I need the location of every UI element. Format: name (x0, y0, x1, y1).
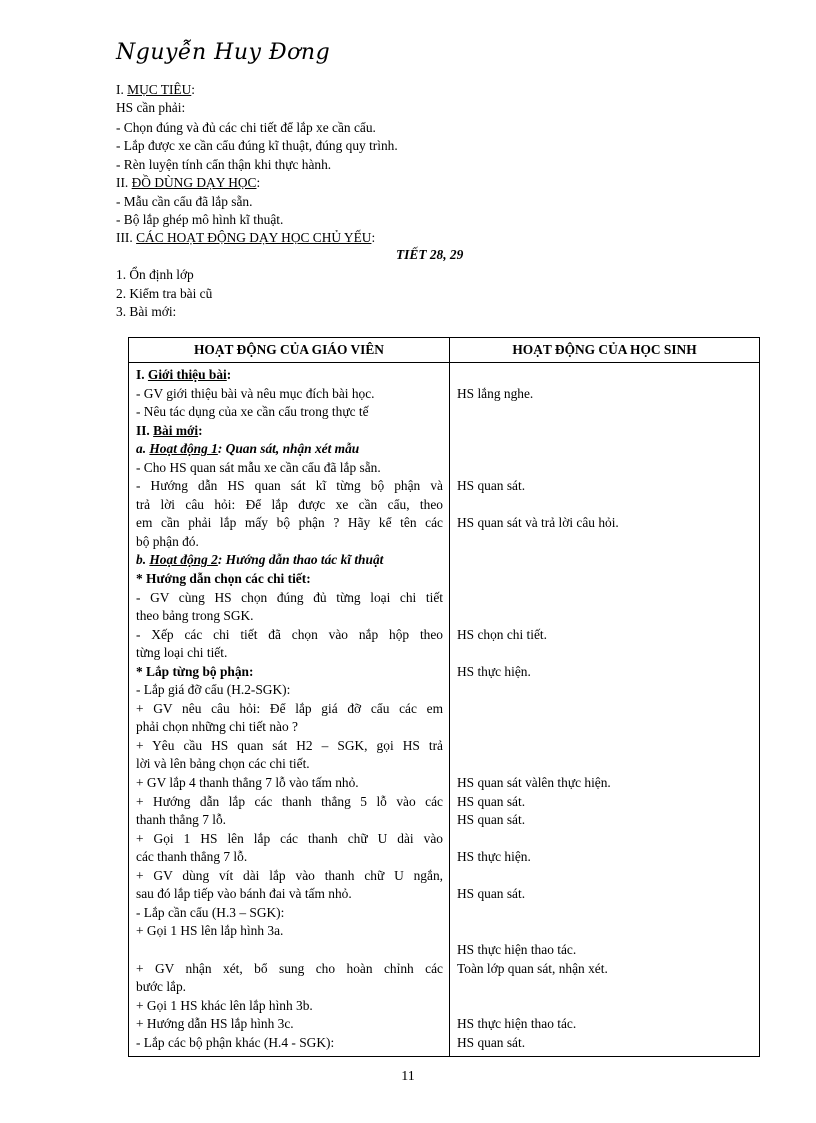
student-line-blank (457, 459, 753, 478)
teacher-line: sau đó lắp tiếp vào bánh đai và tấm nhỏ. (136, 886, 352, 902)
text-segment: II. (116, 175, 129, 190)
student-line-blank (457, 589, 753, 608)
teacher-line: + GV nêu câu hỏi: Để lắp giá đỡ cẩu các em (136, 700, 443, 716)
student-line-blank (457, 978, 753, 997)
student-line: HS quan sát vàlên thực hiện. (457, 775, 611, 791)
text-segment: Hoạt động 2 (149, 552, 218, 568)
student-line: HS lắng nghe. (457, 385, 534, 401)
teacher-line: theo bảng trong SGK. (136, 608, 254, 624)
text-segment: a. (136, 441, 150, 457)
section-objectives-heading (116, 81, 195, 99)
text-segment: Hoạt động 1 (149, 441, 218, 457)
text-segment: II. (136, 422, 154, 438)
text-segment: I. (116, 82, 124, 97)
teacher-line: bộ phận đó. (136, 533, 199, 549)
teacher-line: - Nêu tác dụng của xe cần cẩu trong thực tế (136, 404, 369, 420)
teacher-line: I. Giới thiệu bài: (136, 367, 232, 382)
step-item: 2. Kiểm tra bài cũ (116, 286, 213, 301)
step-item: 3. Bài mới: (116, 304, 177, 319)
student-line-blank (457, 830, 753, 849)
teacher-line: - Xếp các chi tiết đã chọn vào nắp hộp theo (136, 626, 443, 642)
student-line: HS thực hiện. (457, 849, 531, 865)
student-line-blank (457, 700, 753, 719)
student-line: HS quan sát. (457, 478, 526, 494)
author-signature: Nguyễn Huy Đơng (116, 40, 331, 65)
step-item: 1. Ổn định lớp (116, 267, 194, 282)
teacher-line: - Cho HS quan sát mẫu xe cần cẩu đã lắp sẵn. (136, 459, 381, 475)
student-line: HS quan sát. (457, 812, 526, 828)
text-segment: Giới thiệu bài (147, 367, 227, 382)
objective-item: - Lắp được xe cần cẩu đúng kĩ thuật, đúng quy trình. (116, 138, 398, 153)
teacher-line: + GV dùng vít dài lắp vào thanh chữ U ngắn, (136, 867, 443, 883)
student-line-blank (457, 366, 753, 385)
teacher-line: - Hướng dẫn HS quan sát kĩ từng bộ phận và (136, 478, 443, 494)
lesson-number: TIẾT 28, 29 (396, 247, 464, 262)
objective-item: - Chọn đúng và đủ các chi tiết để lắp xe cần cẩu. (116, 120, 376, 135)
text-segment: : (191, 82, 196, 97)
section-activities-heading (116, 229, 375, 247)
student-line: HS chọn chi tiết. (457, 626, 548, 642)
student-activities-cell (450, 363, 760, 1057)
teacher-line: - Lắp giá đỡ cẩu (H.2-SGK): (136, 682, 291, 698)
text-segment: : Quan sát, nhận xét mẫu (217, 441, 360, 457)
student-line-blank (457, 904, 753, 923)
student-line-blank (457, 533, 753, 552)
student-line-blank (457, 681, 753, 700)
teacher-line: + Gọi 1 HS lên lắp hình 3a. (136, 923, 284, 939)
teacher-line (136, 551, 443, 570)
teacher-line: + Gọi 1 HS lên lắp các thanh chữ U dài vào (136, 830, 443, 846)
text-segment: I. (136, 367, 148, 382)
teacher-line: * Hướng dẫn chọn các chi tiết: (136, 571, 311, 587)
material-item: - Bộ lắp ghép mô hình kĩ thuật. (116, 212, 284, 227)
student-line-blank (457, 997, 753, 1016)
teacher-line: - Lắp cần cẩu (H.3 – SGK): (136, 904, 285, 920)
student-line-blank (457, 422, 753, 441)
text-segment: CÁC HOẠT ĐỘNG DẠY HỌC CHỦ YẾU (136, 230, 372, 245)
student-line: Toàn lớp quan sát, nhận xét. (457, 960, 608, 976)
teacher-line: em cần phải lắp mấy bộ phận ? Hãy kể tên các (136, 515, 443, 531)
teacher-line-blank (136, 941, 443, 960)
text-segment: ĐỒ DÙNG DẠY HỌC (131, 175, 257, 190)
teacher-line: * Lắp từng bộ phận: (136, 663, 254, 679)
teacher-line: - GV cùng HS chọn đúng đủ từng loại chi tiết (136, 589, 443, 605)
student-line: HS quan sát. (457, 1034, 526, 1050)
student-line: HS thực hiện thao tác. (457, 1016, 577, 1032)
teacher-line: + Yêu cầu HS quan sát H2 – SGK, gọi HS trả (136, 737, 443, 753)
teacher-line: bước lắp. (136, 979, 187, 995)
student-line-blank (457, 496, 753, 515)
text-segment: Bài mới (153, 422, 199, 438)
teacher-line: các thanh thẳng 7 lỗ. (136, 849, 248, 865)
material-item: - Mẫu cần cẩu đã lắp sẵn. (116, 194, 253, 209)
activities-table (128, 337, 760, 1057)
student-line-blank (457, 403, 753, 422)
teacher-line: + Gọi 1 HS khác lên lắp hình 3b. (136, 997, 313, 1013)
page-number: 11 (401, 1069, 415, 1084)
teacher-line: phải chọn những chi tiết nào ? (136, 719, 298, 735)
student-line-blank (457, 922, 753, 941)
objective-item: - Rèn luyện tính cẩn thận khi thực hành. (116, 157, 332, 172)
teacher-line: thanh thẳng 7 lỗ. (136, 812, 227, 828)
teacher-line: + Hướng dẫn lắp các thanh thẳng 5 lỗ vào các (136, 793, 443, 809)
teacher-activities-cell (129, 363, 450, 1057)
text-segment: : (371, 230, 376, 245)
student-line: HS quan sát. (457, 793, 526, 809)
student-line-blank (457, 570, 753, 589)
text-segment: : (256, 175, 261, 190)
section-materials-heading (116, 174, 260, 192)
teacher-line (136, 440, 443, 459)
teacher-line: - GV giới thiệu bài và nêu mục đích bài học. (136, 385, 375, 401)
objectives-intro: HS cần phải: (116, 100, 186, 115)
teacher-column-header: HOẠT ĐỘNG CỦA GIÁO VIÊN (129, 338, 450, 363)
student-line-blank (457, 644, 753, 663)
student-column-header: HOẠT ĐỘNG CỦA HỌC SINH (450, 338, 760, 363)
text-segment: b. (136, 552, 150, 568)
student-line-blank (457, 440, 753, 459)
student-line-blank (457, 607, 753, 626)
student-line: HS quan sát và trả lời câu hỏi. (457, 515, 619, 531)
text-segment: : Hướng dẫn thao tác kĩ thuật (217, 552, 384, 568)
student-line: HS thực hiện. (457, 663, 531, 679)
student-line-blank (457, 718, 753, 737)
teacher-line: + GV nhận xét, bổ sung cho hoàn chỉnh các (136, 960, 443, 976)
student-line: HS quan sát. (457, 886, 526, 902)
student-line-blank (457, 755, 753, 774)
student-line-blank (457, 737, 753, 756)
teacher-line: từng loại chi tiết. (136, 645, 228, 661)
teacher-line: + Hướng dẫn HS lắp hình 3c. (136, 1016, 294, 1032)
student-line-blank (457, 551, 753, 570)
student-line-blank (457, 867, 753, 886)
teacher-line: lời và lên bảng chọn các chi tiết. (136, 756, 310, 772)
teacher-line: II. Bài mới: (136, 422, 203, 438)
text-segment: III. (116, 230, 133, 245)
teacher-line: - Lắp các bộ phận khác (H.4 - SGK): (136, 1034, 335, 1050)
text-segment: MỤC TIÊU (127, 82, 192, 97)
student-line: HS thực hiện thao tác. (457, 941, 577, 957)
teacher-line: + GV lắp 4 thanh thẳng 7 lỗ vào tấm nhỏ. (136, 775, 359, 791)
teacher-line: trả lời câu hỏi: Để lắp được xe cần cẩu, theo (136, 496, 443, 512)
